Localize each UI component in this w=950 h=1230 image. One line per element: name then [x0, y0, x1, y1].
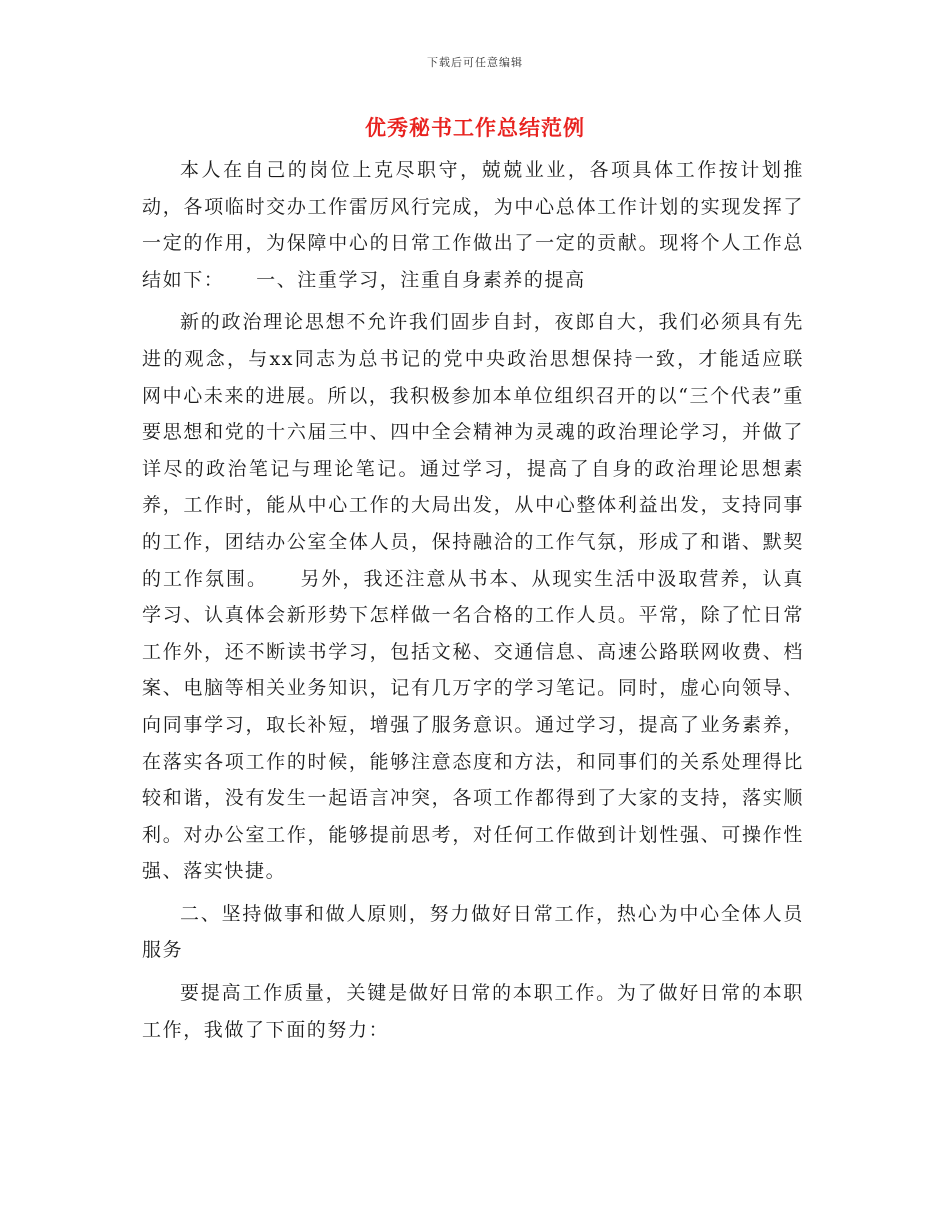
document-title: 优秀秘书工作总结范例: [365, 115, 585, 140]
section-heading: 二、坚持做事和做人原则，努力做好日常工作，热心为中心全体人员服务: [142, 902, 804, 962]
paragraph: 新的政治理论思想不允许我们固步自封，夜郎自大，我们必须具有先进的观念，与xx同志为总书记的党中央政治思想保持一致，才能适应联网中心未来的进展。所以，我积极参加本单位组织召开的以“三个代表”重要思想和党的十六届三中、四中全会精神为灵魂的政治理论学习，并做了详尽的政治笔记与理论笔记。通过学习，提高了自身的政治理论思想素养，工作时，能从中心工作的大局出发，从中心整体利益出发，支持同事的工作，团结办公室全体人员，保持融洽的工作气氛，形成了和谐、默契的工作氛围。 另外，我还注意从书本、从现实生活中汲取营养，认真学习、认真体会新形势下怎样做一名合格的工作人员。平常，除了忙日常工作外，还不断读书学习，包括文秘、交通信息、高速公路联网收费、档案、电脑等相关业务知识，记有几万字的学习笔记。同时，虚心向领导、向同事学习，取长补短，增强了服务意识。通过学习，提高了业务素养，在落实各项工作的时候，能够注意态度和方法，和同事们的关系处理得比较和谐，没有发生一起语言冲突，各项工作都得到了大家的支持，落实顺利。对办公室工作，能够提前思考，对任何工作做到计划性强、可操作性强、落实快捷。: [142, 311, 804, 883]
page-header-note: 下载后可任意编辑: [427, 56, 523, 69]
document-body: [142, 152, 804, 1054]
paragraph: 要提高工作质量，关键是做好日常的本职工作。为了做好日常的本职工作，我做了下面的努力：: [142, 982, 804, 1041]
paragraph: 本人在自己的岗位上克尽职守，兢兢业业，各项具体工作按计划推动，各项临时交办工作雷厉风行完成，为中心总体工作计划的实现发挥了一定的作用，为保障中心的日常工作做出了一定的贡献。现将个人工作总结如下： 一、注重学习，注重自身素养的提高: [142, 159, 804, 291]
